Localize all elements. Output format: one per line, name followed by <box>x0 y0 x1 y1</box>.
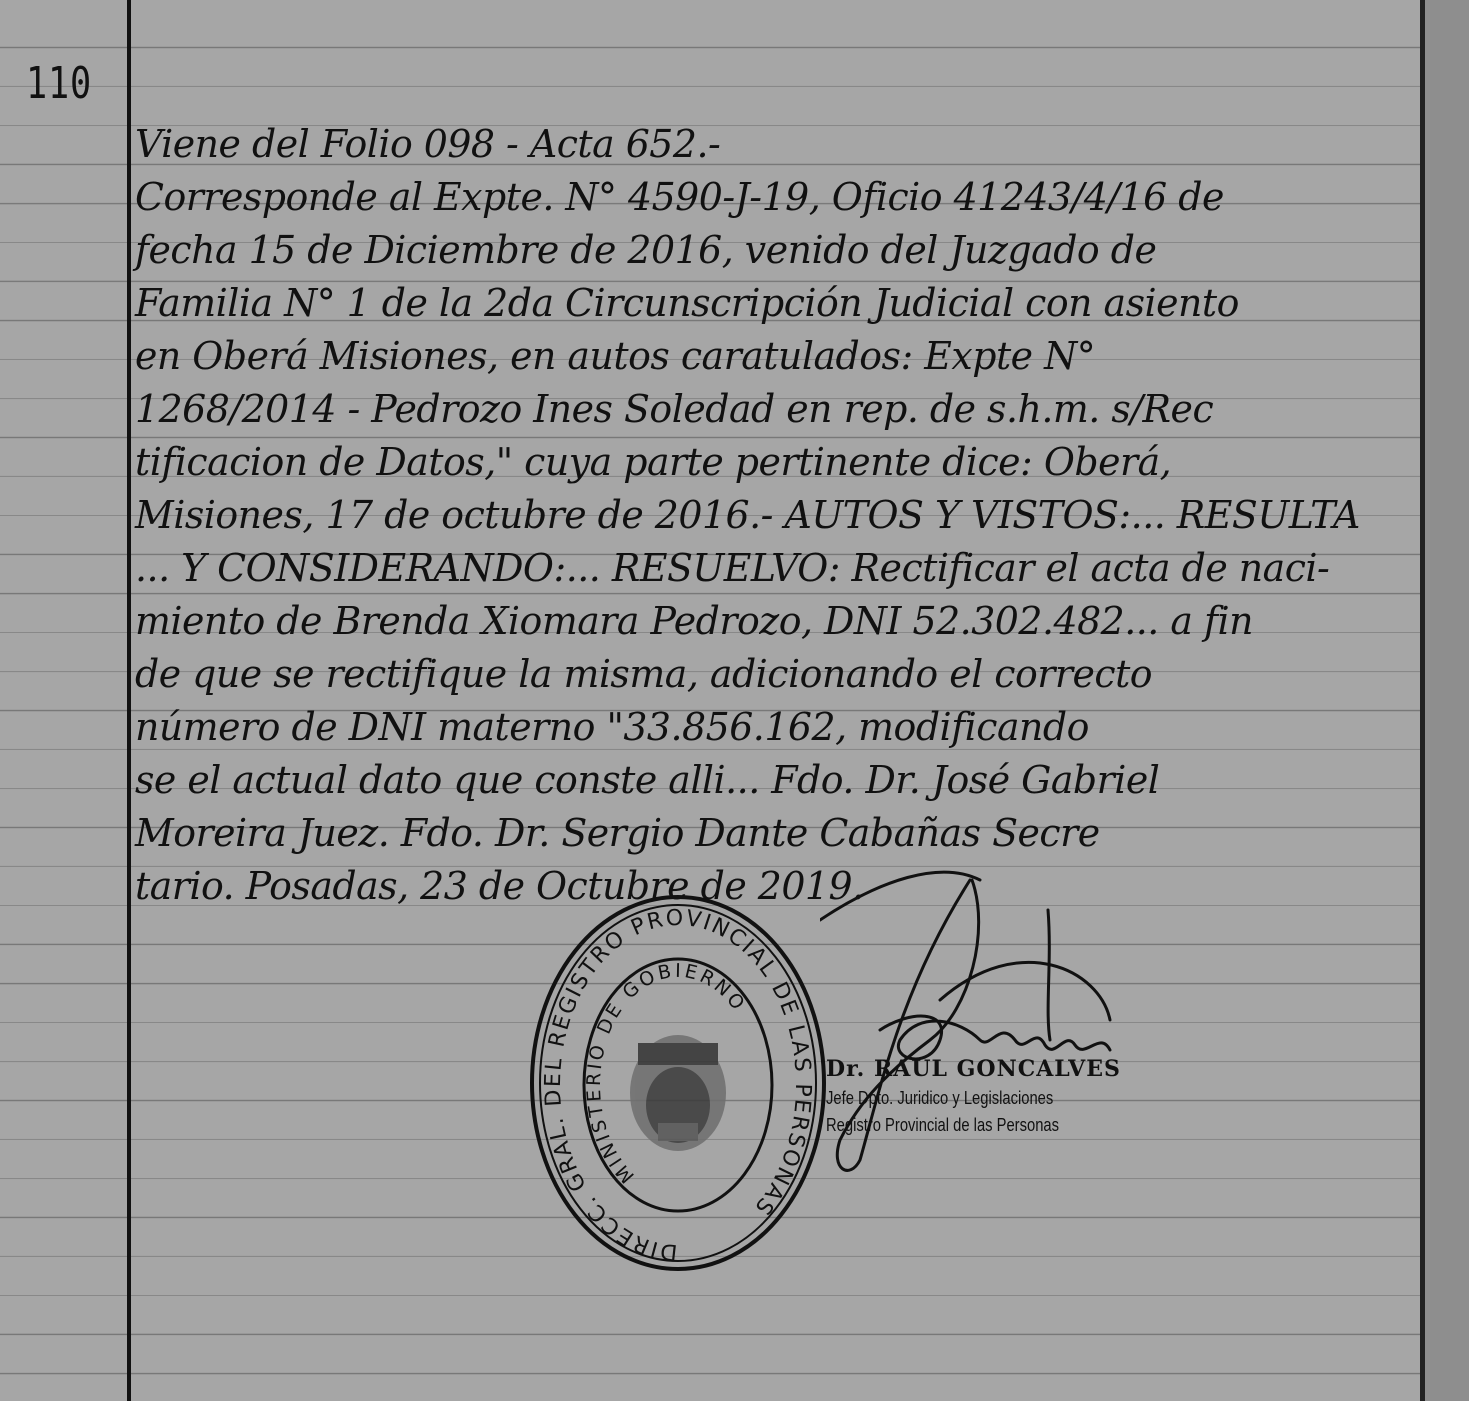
entry-line: miento de Brenda Xiomara Pedrozo, DNI 52.302.482... a fin <box>135 599 1253 643</box>
left-margin-rule <box>127 0 131 1401</box>
entry-line: ... Y CONSIDERANDO:... RESUELVO: Rectificar el acta de naci- <box>135 546 1330 590</box>
entry-line: tificacion de Datos," cuya parte pertinente dice: Oberá, <box>135 440 1172 484</box>
signatory-office: Registro Provincial de las Personas <box>826 1115 1059 1135</box>
right-margin-rule <box>1420 0 1425 1401</box>
signatory-name: Dr. RAUL GONCALVES <box>826 1056 1121 1082</box>
signature-icon <box>820 840 1140 1200</box>
coat-of-arms-icon <box>630 1035 726 1151</box>
handwritten-entry <box>135 118 1420 913</box>
stamp-inner-text: MINISTERIO DE GOBIERNO <box>582 959 751 1188</box>
official-stamp-icon <box>528 893 828 1273</box>
entry-line: número de DNI materno "33.856.162, modificando <box>135 705 1089 749</box>
signatory-title: Jefe Dpto. Juridico y Legislaciones <box>826 1088 1054 1108</box>
stamp-outer-text: DIRECC. GRAL. DEL REGISTRO PROVINCIAL DE LAS PERSONAS <box>540 905 816 1265</box>
page-edge <box>1425 0 1469 1401</box>
entry-line: en Oberá Misiones, en autos caratulados: Expte N° <box>135 334 1096 378</box>
entry-line: Moreira Juez. Fdo. Dr. Sergio Dante Cabañas Secre <box>135 811 1100 855</box>
entry-line: Viene del Folio 098 - Acta 652.- <box>135 122 721 166</box>
entry-line: 1268/2014 - Pedrozo Ines Soledad en rep. de s.h.m. s/Rec <box>135 387 1214 431</box>
entry-line: fecha 15 de Diciembre de 2016, venido del Juzgado de <box>135 228 1157 272</box>
entry-line: Corresponde al Expte. N° 4590-J-19, Oficio 41243/4/16 de <box>135 175 1224 219</box>
entry-line: se el actual dato que conste alli... Fdo. Dr. José Gabriel <box>135 758 1160 802</box>
entry-line: de que se rectifique la misma, adicionando el correcto <box>135 652 1153 696</box>
folio-number: 110 <box>26 58 92 109</box>
entry-line: Misiones, 17 de octubre de 2016.- AUTOS Y VISTOS:... RESULTA <box>135 493 1360 537</box>
signature-block <box>826 1056 1121 1136</box>
entry-line: Familia N° 1 de la 2da Circunscripción Judicial con asiento <box>135 281 1239 325</box>
entry-line: tario. Posadas, 23 de Octubre de 2019. <box>135 864 864 908</box>
